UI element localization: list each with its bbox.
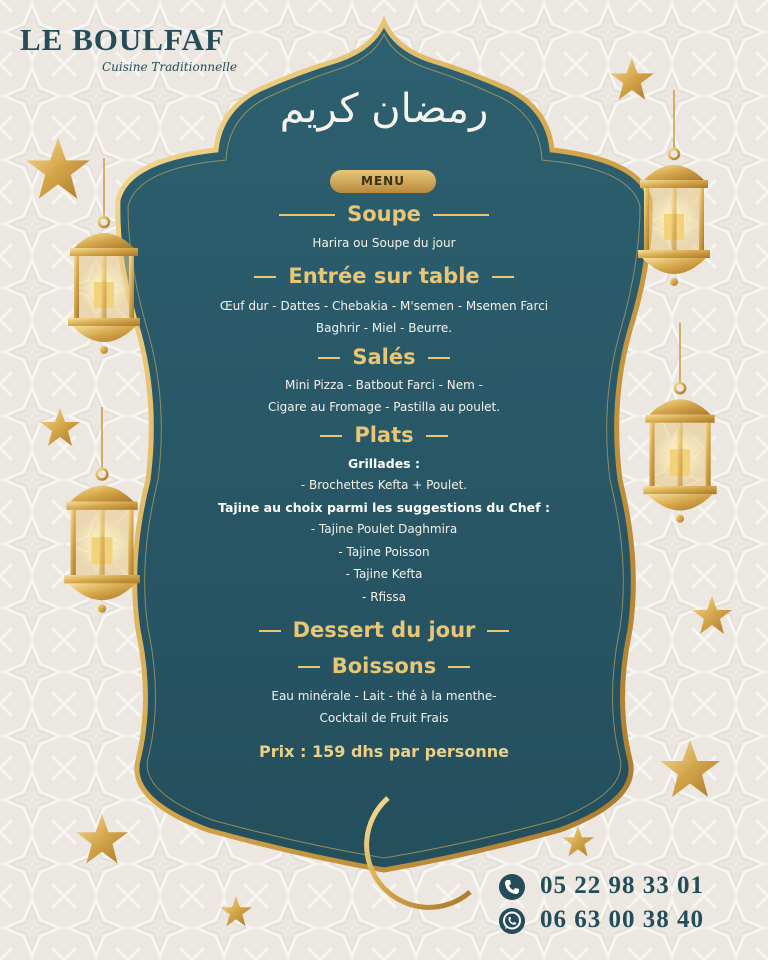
subsection-title: Grillades : [348, 456, 420, 471]
divider [433, 214, 489, 216]
divider [448, 666, 470, 668]
menu-item: Eau minérale - Lait - thé à la menthe- [271, 689, 497, 703]
divider [492, 276, 514, 278]
ramadan-greeting: رمضان كريم [279, 86, 489, 132]
divider [254, 276, 276, 278]
brand-name: LE BOULFAF [20, 22, 225, 57]
whatsapp-icon [498, 907, 526, 935]
menu-item: - Tajine Kefta [345, 567, 423, 581]
divider [259, 630, 281, 632]
divider [487, 630, 509, 632]
section-title-text: Dessert du jour [292, 618, 476, 642]
divider [428, 357, 450, 359]
menu-item: Cigare au Fromage - Pastilla au poulet. [267, 400, 501, 414]
divider [298, 666, 320, 668]
menu-item: Baghrir - Miel - Beurre. [315, 321, 453, 335]
price-text: Prix : 159 dhs par personne [259, 742, 509, 761]
menu-item: - Tajine Poulet Daghmira [310, 522, 458, 536]
section-title-text: Boissons [331, 654, 437, 678]
divider [426, 435, 448, 437]
menu-item: Mini Pizza - Batbout Farci - Nem - [285, 378, 483, 392]
section-title-sales [150, 345, 618, 369]
menu-item: Cocktail de Fruit Frais [319, 711, 449, 725]
brand-tagline: Cuisine Traditionnelle [102, 60, 238, 74]
menu-item: - Rfissa [362, 590, 406, 604]
section-title-dessert [150, 618, 618, 642]
whatsapp-contact[interactable] [498, 906, 748, 936]
phone-number: 05 22 98 33 01 [540, 872, 704, 899]
menu-item: - Tajine Poisson [338, 545, 430, 559]
phone-contact[interactable] [498, 872, 748, 902]
divider [320, 435, 342, 437]
section-title-text: Soupe [347, 202, 421, 226]
subsection-title: Tajine au choix parmi les suggestions du Chef : [218, 500, 550, 515]
menu-item: Œuf dur - Dattes - Chebakia - M'semen - Msemen Farci [219, 299, 549, 313]
menu-item: - Brochettes Kefta + Poulet. [300, 478, 468, 492]
phone-icon [498, 873, 526, 901]
section-title-plats [150, 423, 618, 447]
section-title-text: Salés [352, 345, 416, 369]
section-title-boissons [150, 654, 618, 678]
menu-label: MENU [330, 170, 436, 193]
section-title-entree [150, 264, 618, 288]
menu-item: Harira ou Soupe du jour [312, 236, 456, 250]
divider [318, 357, 340, 359]
section-title-text: Entrée sur table [288, 264, 480, 288]
section-title-text: Plats [354, 423, 414, 447]
section-title-soupe [150, 202, 618, 226]
divider [279, 214, 335, 216]
whatsapp-number: 06 63 00 38 40 [540, 906, 704, 933]
